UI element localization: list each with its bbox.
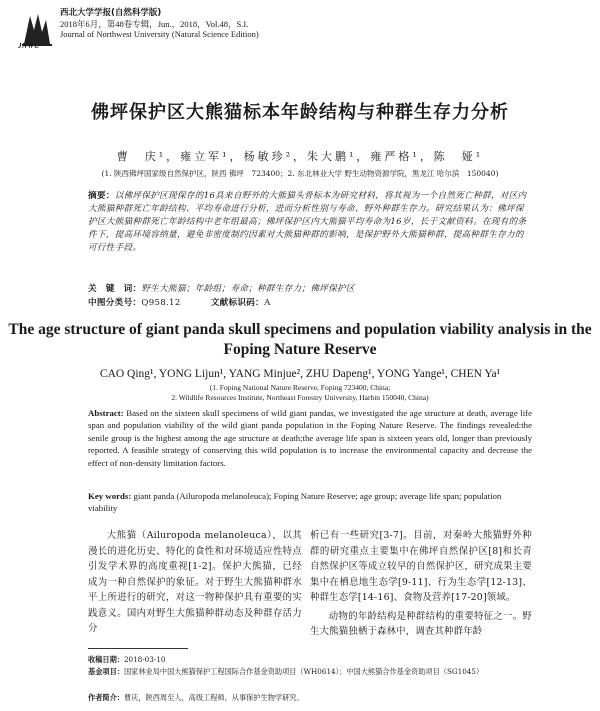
author-bio-label: 作者简介： xyxy=(88,693,124,702)
paper-title-cn: 佛坪保护区大熊猫标本年龄结构与种群生存力分析 xyxy=(91,102,509,123)
footnote-rule xyxy=(88,648,188,649)
body-paragraph-1: 大熊猫（Ailuropoda melanoleuca），以其漫长的进化历史、特化的食性和对环境适应性特点引发学术界的高度重视[1-2]。保护大熊猫，已经成为一种自然保护的象征。对于野生大熊猫种群水平上所进行的研究，对这一物种保护具有重要的实践意义。国内对野生大熊猫种群动态及种群存活力分 xyxy=(88,530,302,634)
fund-value: 国家林业局中国大熊猫保护工程国际合作基金资助项目（WH0614）；中国大熊猫合作基金资助项目（SG1045） xyxy=(123,667,484,676)
author-bio-value: 曹庆，陕西周至人，高级工程师，从事保护生物学研究。 xyxy=(123,693,304,702)
authors-en: CAO Qing¹, YONG Lijun¹, YANG Minjue², ZHU Dapeng¹, YONG Yange¹, CHEN Ya¹ xyxy=(99,368,501,380)
abstract-cn xyxy=(88,190,528,255)
doc-code-label: 文献标识码： xyxy=(210,298,265,308)
doc-code-value: A xyxy=(264,298,271,308)
paper-title-en: The age structure of giant panda skull specimens and population viability analysis in the Foping Nature Reserve xyxy=(8,321,592,358)
keywords-cn xyxy=(88,283,528,296)
abstract-en-label: Abstract: xyxy=(88,408,124,418)
body-column-right xyxy=(310,528,532,640)
affiliation-cn: (1. 陕西佛坪国家级自然保护区，陕西 佛坪 723400；2. 东北林业大学 野生动物资源学院，黑龙江 哈尔滨 150040) xyxy=(101,169,499,178)
affiliation-en-2: 2. Wildlife Resources Institute, Northeast Forestry University, Harbin 150040, China) xyxy=(171,393,429,402)
footnote-fund xyxy=(88,666,580,678)
received-value: 2018-03-10 xyxy=(123,655,166,664)
footnote-author xyxy=(88,692,538,704)
keywords-cn-label: 关 键 词： xyxy=(88,284,142,294)
keywords-en-text: giant panda (Ailuropoda melanoleuca); Foping Nature Reserve; age group; average life span; population viability xyxy=(88,491,502,514)
fund-label: 基金项目： xyxy=(88,667,124,676)
abstract-cn-label: 摘要： xyxy=(88,191,115,201)
footnote-received xyxy=(88,654,538,666)
clc-label: 中图分类号： xyxy=(88,298,142,308)
body-column-left xyxy=(88,528,302,637)
affiliation-en-1: (1. Foping National Nature Reserve, Foping 723400, China; xyxy=(209,383,391,392)
keywords-en xyxy=(88,490,532,515)
keywords-en-label: Key words: xyxy=(88,491,132,501)
abstract-en-text: Based on the sixteen skull specimens of wild giant pandas, we investigated the age structure at death, average life span and population viability of the wild giant panda population in the Foping Nature Reserve. The findings revealed:the senile group is the highest among the age structure at death;the average life span is sixteen years old, longer than previously reported. A feasible strategy of conserving this wild population is to increase the environmental capacity and decrease the effect of non-density limitation factors. xyxy=(88,408,533,468)
abstract-cn-text: 以佛坪保护区现保存的16具来自野外的大熊猫头骨标本为研究材料，将其视为一个自然死亡种群，对区内大熊猫种群死亡年龄结构、平均寿命进行分析，进而分析性别与寿命、野外种群生存力。研究结果认为：佛坪保护区大熊猫种群死亡年龄结构中老年组最高；佛坪保护区内大熊猫平均寿命为16岁，长于文献资料。在现有的条件下，提高环境容纳量，避免非密度制约因素对大熊猫种群的影响，是保护野外大熊猫种群、提高种群生存力的可行性手段。 xyxy=(88,191,527,253)
abstract-en xyxy=(88,407,532,469)
classification xyxy=(88,297,528,310)
journal-logo-text: JNWU xyxy=(18,42,40,50)
authors-cn: 曹 庆¹，雍立军¹，杨敏珍²，朱大鹏¹，雍严格¹，陈 娅¹ xyxy=(116,150,484,163)
clc-value: Q958.12 xyxy=(141,298,181,308)
body-paragraph-1-cont: 析已有一些研究[3-7]。目前，对秦岭大熊猫野外种群的研究重点主要集中在佛坪自然保护区[8]和长青自然保护区等成立较早的自然保护区，研究成果主要集中在栖息地生态学[9-11]、行为生态学[12-13]、种群生态学[14-16]、食物及营养[17-20]领域。 xyxy=(310,530,532,603)
journal-issue: 2018年6月，第48卷专辑，Jun.，2018，Vol.48，S.I. xyxy=(60,18,249,29)
journal-name-en: Journal of Northwest University (Natural Science Edition) xyxy=(60,29,259,39)
journal-header xyxy=(60,8,259,40)
body-paragraph-2: 动物的年龄结构是种群结构的重要特征之一。野生大熊猫独栖于森林中，调查其种群年龄 xyxy=(310,610,532,637)
journal-name-cn: 西北大学学报(自然科学版) xyxy=(60,8,162,18)
received-label: 收稿日期： xyxy=(88,655,124,664)
keywords-cn-text: 野生大熊猫；年龄组；寿命；种群生存力；佛坪保护区 xyxy=(141,284,355,294)
